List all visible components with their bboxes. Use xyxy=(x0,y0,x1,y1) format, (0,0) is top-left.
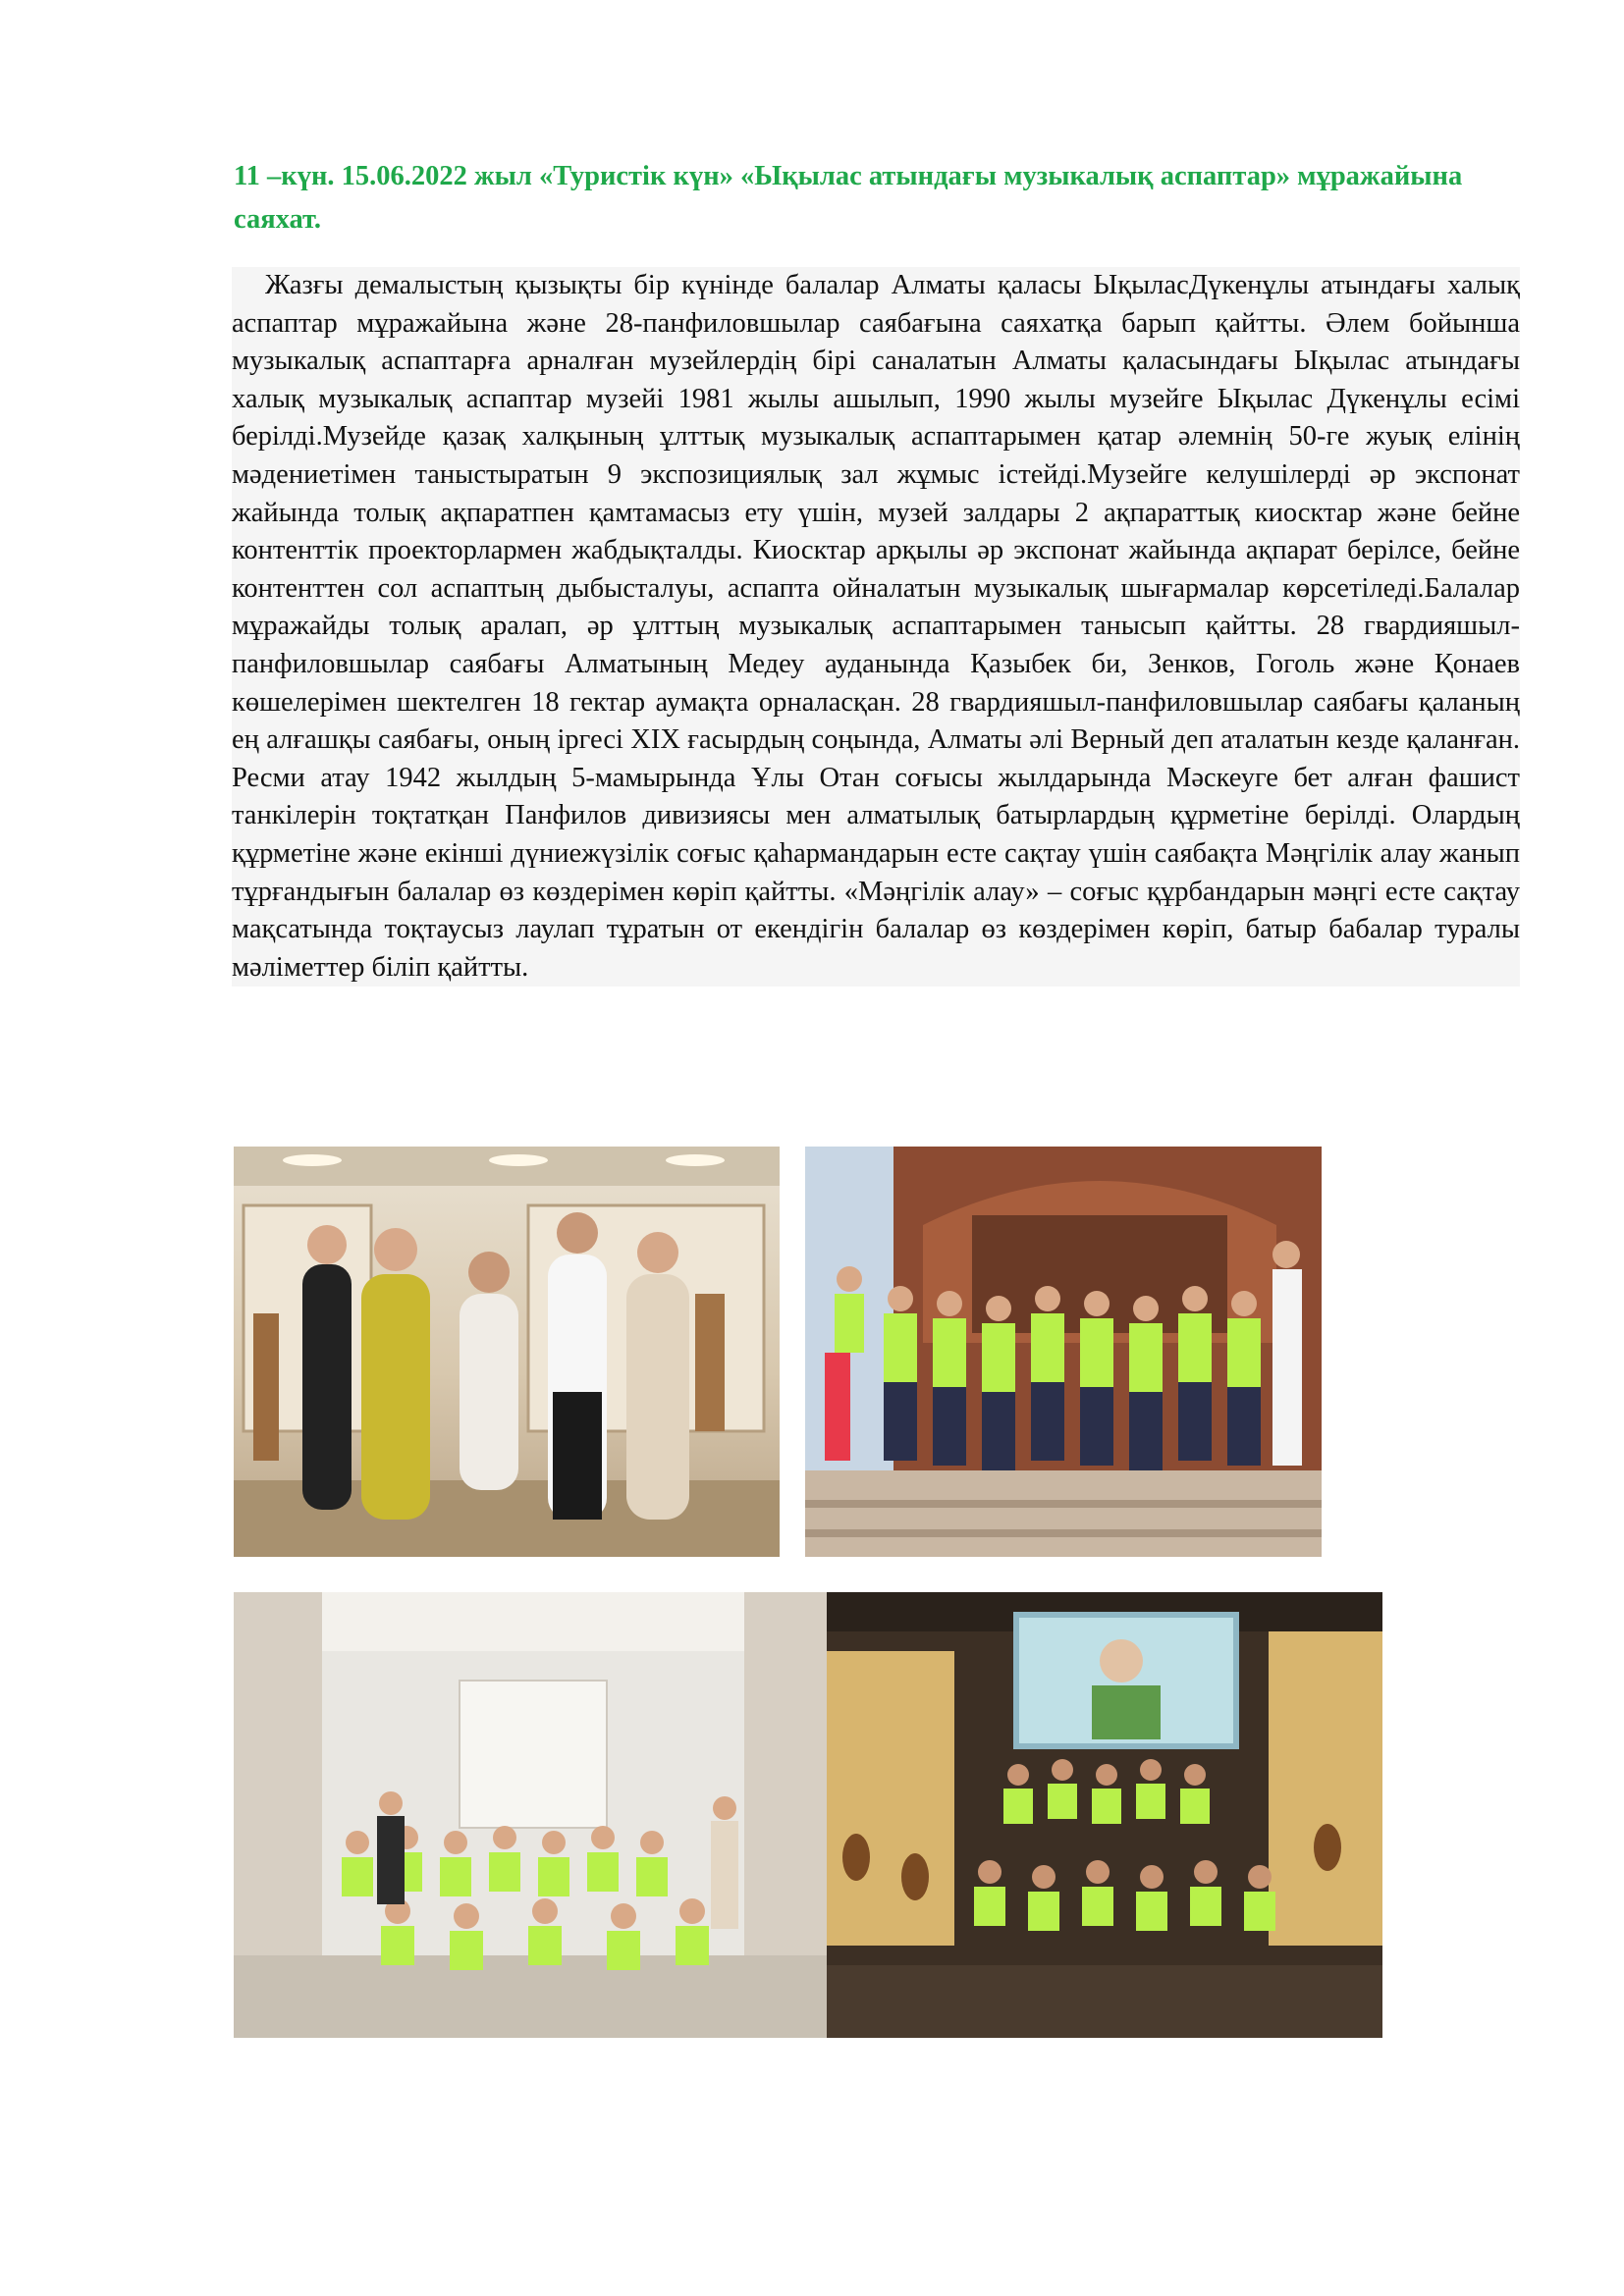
document-body-paragraph: Жазғы демалыстың қызықты бір күнінде балалар Алматы қаласы ЫқыласДүкенұлы атындағы халық аспаптар мұражайына және 28-панфиловшылар саябағына саяхатқа барып қайтты. Әлем бойынша музыкалық аспаптарға арналған музейлердің бірі саналатын Алматы қаласындағы Ықылас атындағы халық музыкалық аспаптар музейі 1981 жылы ашылып, 1990 жылы музейге Ықылас Дүкенұлы есімі берілді.Музейде қазақ халқының ұлттық музыкалық аспаптарымен қатар әлемнің 50-ге жуық елінің мәдениетімен таныстыратын 9 экспозициялық зал жұмыс істейді.Музейге келушілерді әр экспонат жайында толық ақпаратпен қамтамасыз ету үшін, музей залдары 2 ақпараттық киосктар және бейне контенттік проекторлармен жабдықталды. Киосктар арқылы әр экспонат жайында ақпарат берілсе, бейне контенттен сол аспаптың дыбысталуы, аспапта ойналатын музыкалық шығармалар көрсетіледі.Балалар мұражайды толық аралап, әр ұлттың музыкалық аспаптарымен танысып қайтты. 28 гвардияшыл-панфиловшылар саябағы Алматының Медеу ауданында Қазыбек би, Зенков, Гоголь және Қонаев көшелерімен шектелген 18 гектар аумақта орналасқан. 28 гвардияшыл-панфиловшылар саябағы қаланың ең алғашқы саябағы, оның іргесі XIX ғасырдың соңында, Алматы әлі Верный деп аталатын кезде қаланған. Ресми атау 1942 жылдың 5-мамырында Ұлы Отан соғысы жылдарында Мәскеуге бет алған фашист танкілерін тоқтатқан Панфилов дивизиясы мен алматылық батырлардың құрметіне берілді. Олардың құрметіне және екінші дүниежүзілік соғыс қаһармандарын есте сақтау үшін саябақта Мәңгілік алау жанып тұрғандығын балалар өз көздерімен көріп қайтты. «Мәңгілік алау» – соғыс құрбандарын мәңгі есте сақтау мақсатында тоқтаусыз лаулап тұратын от екендігін балалар өз көздерімен көріп, батыр бабалар туралы мәліметтер біліп қайтты. xyxy=(232,267,1520,987)
photo-children-outside-building xyxy=(805,1147,1322,1557)
photo-children-projection-screen xyxy=(827,1592,1382,2038)
photo-group-museum-hall xyxy=(234,1592,827,2038)
photo-museum-adults xyxy=(234,1147,780,1557)
document-title: 11 –күн. 15.06.2022 жыл «Туристік күн» «Ықылас атындағы музыкалық аспаптар» мұражайына саяхат. xyxy=(234,161,1463,235)
